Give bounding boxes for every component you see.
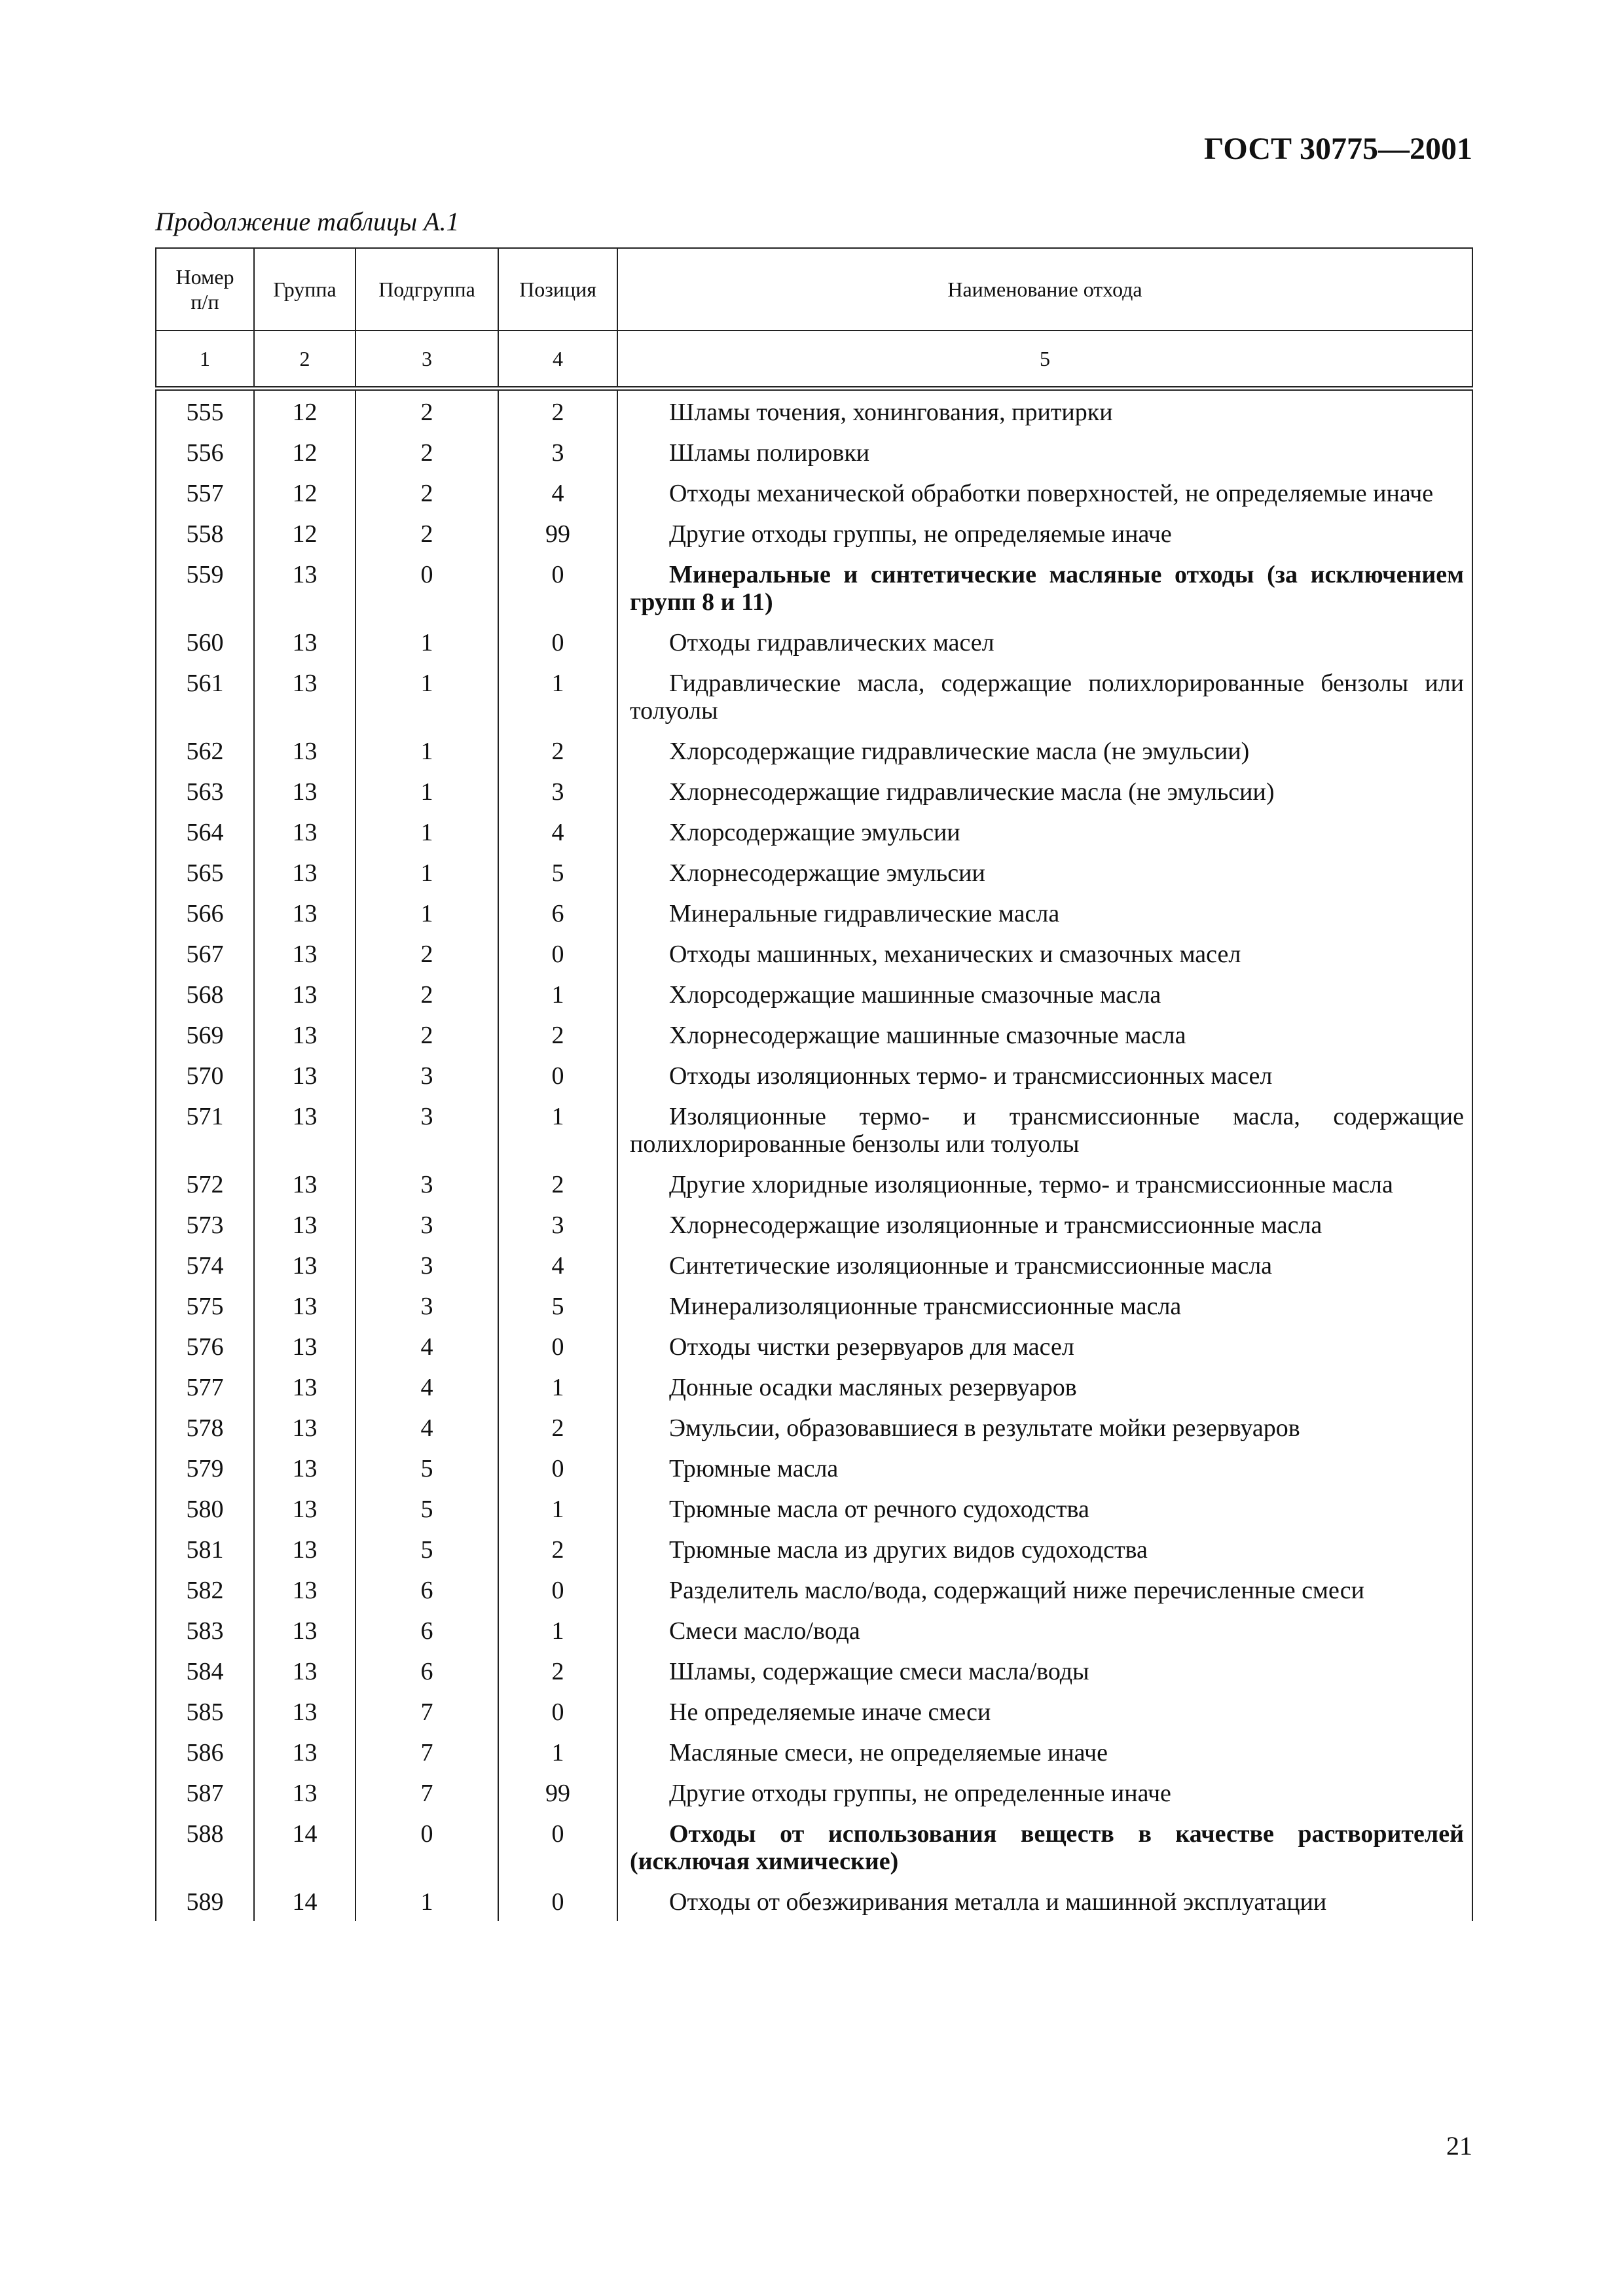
cell-group: 13 <box>254 973 356 1014</box>
cell-group: 13 <box>254 1650 356 1691</box>
cell-waste-name: Не определяемые иначе смеси <box>617 1691 1472 1731</box>
cell-subgroup: 6 <box>356 1569 498 1609</box>
cell-waste-name: Смеси масло/вода <box>617 1609 1472 1650</box>
cell-number: 565 <box>156 852 254 892</box>
cell-waste-name: Хлорсодержащие эмульсии <box>617 811 1472 852</box>
cell-number: 568 <box>156 973 254 1014</box>
cell-number: 586 <box>156 1731 254 1772</box>
cell-number: 577 <box>156 1366 254 1407</box>
cell-number: 588 <box>156 1812 254 1880</box>
col-number-4: 4 <box>498 331 617 389</box>
cell-subgroup: 1 <box>356 892 498 933</box>
cell-position: 99 <box>498 512 617 553</box>
cell-group: 13 <box>254 1325 356 1366</box>
cell-group: 13 <box>254 933 356 973</box>
cell-subgroup: 6 <box>356 1650 498 1691</box>
table-row <box>156 1772 1472 1812</box>
cell-waste-name: Хлорнесодержащие изоляционные и трансмиссионные масла <box>617 1204 1472 1244</box>
col-header-subgroup: Подгруппа <box>356 248 498 331</box>
cell-group: 13 <box>254 1244 356 1285</box>
cell-number: 582 <box>156 1569 254 1609</box>
table-body <box>156 389 1472 1922</box>
cell-position: 0 <box>498 1812 617 1880</box>
col-header-group: Группа <box>254 248 356 331</box>
cell-subgroup: 4 <box>356 1407 498 1447</box>
table-row <box>156 1609 1472 1650</box>
cell-group: 12 <box>254 472 356 512</box>
cell-waste-name: Трюмные масла из других видов судоходства <box>617 1528 1472 1569</box>
cell-number: 569 <box>156 1014 254 1054</box>
cell-subgroup: 3 <box>356 1204 498 1244</box>
cell-group: 13 <box>254 1528 356 1569</box>
cell-waste-name: Хлорнесодержащие машинные смазочные масла <box>617 1014 1472 1054</box>
cell-subgroup: 5 <box>356 1488 498 1528</box>
cell-group: 14 <box>254 1812 356 1880</box>
cell-number: 581 <box>156 1528 254 1569</box>
cell-group: 13 <box>254 1285 356 1325</box>
cell-position: 0 <box>498 621 617 662</box>
cell-group: 13 <box>254 1407 356 1447</box>
cell-position: 2 <box>498 1650 617 1691</box>
cell-position: 0 <box>498 1447 617 1488</box>
table-row <box>156 973 1472 1014</box>
cell-group: 13 <box>254 1366 356 1407</box>
cell-group: 12 <box>254 512 356 553</box>
cell-number: 556 <box>156 431 254 472</box>
cell-subgroup: 5 <box>356 1447 498 1488</box>
table-row <box>156 770 1472 811</box>
cell-number: 557 <box>156 472 254 512</box>
cell-number: 583 <box>156 1609 254 1650</box>
cell-position: 5 <box>498 852 617 892</box>
cell-subgroup: 1 <box>356 811 498 852</box>
cell-number: 576 <box>156 1325 254 1366</box>
cell-position: 0 <box>498 1569 617 1609</box>
cell-waste-name: Эмульсии, образовавшиеся в результате мойки резервуаров <box>617 1407 1472 1447</box>
cell-number: 558 <box>156 512 254 553</box>
cell-group: 13 <box>254 1569 356 1609</box>
col-header-position: Позиция <box>498 248 617 331</box>
cell-subgroup: 1 <box>356 770 498 811</box>
cell-position: 3 <box>498 770 617 811</box>
cell-group: 13 <box>254 1054 356 1095</box>
cell-position: 5 <box>498 1285 617 1325</box>
cell-group: 13 <box>254 1014 356 1054</box>
cell-number: 560 <box>156 621 254 662</box>
waste-table <box>155 247 1473 1921</box>
cell-waste-name: Отходы механической обработки поверхностей, не определяемые иначе <box>617 472 1472 512</box>
col-header-name: Наименование отхода <box>617 248 1472 331</box>
cell-group: 13 <box>254 1609 356 1650</box>
cell-position: 6 <box>498 892 617 933</box>
cell-number: 570 <box>156 1054 254 1095</box>
cell-waste-name: Изоляционные термо- и трансмиссионные масла, содержащие полихлорированные бензолы или толуолы <box>617 1095 1472 1163</box>
table-caption: Продолжение таблицы А.1 <box>155 207 460 236</box>
cell-subgroup: 1 <box>356 1880 498 1921</box>
table-row <box>156 1325 1472 1366</box>
cell-group: 13 <box>254 892 356 933</box>
cell-subgroup: 2 <box>356 973 498 1014</box>
table-row <box>156 1204 1472 1244</box>
cell-waste-name: Другие хлоридные изоляционные, термо- и трансмиссионные масла <box>617 1163 1472 1204</box>
cell-group: 13 <box>254 621 356 662</box>
cell-waste-name: Донные осадки масляных резервуаров <box>617 1366 1472 1407</box>
cell-position: 3 <box>498 431 617 472</box>
cell-waste-name: Шламы полировки <box>617 431 1472 472</box>
cell-position: 0 <box>498 1054 617 1095</box>
table-row <box>156 1691 1472 1731</box>
cell-waste-name: Хлорнесодержащие гидравлические масла (не эмульсии) <box>617 770 1472 811</box>
table-row <box>156 1366 1472 1407</box>
cell-waste-name: Отходы машинных, механических и смазочных масел <box>617 933 1472 973</box>
cell-subgroup: 1 <box>356 852 498 892</box>
cell-waste-name: Другие отходы группы, не определяемые иначе <box>617 512 1472 553</box>
table-row <box>156 389 1472 432</box>
cell-subgroup: 1 <box>356 730 498 770</box>
cell-group: 13 <box>254 553 356 621</box>
cell-group: 12 <box>254 431 356 472</box>
cell-position: 1 <box>498 1488 617 1528</box>
cell-number: 562 <box>156 730 254 770</box>
cell-group: 13 <box>254 1691 356 1731</box>
cell-group: 13 <box>254 1447 356 1488</box>
cell-waste-name: Отходы изоляционных термо- и трансмиссионных масел <box>617 1054 1472 1095</box>
cell-number: 578 <box>156 1407 254 1447</box>
cell-subgroup: 3 <box>356 1054 498 1095</box>
cell-subgroup: 7 <box>356 1772 498 1812</box>
cell-waste-name: Минеральные гидравлические масла <box>617 892 1472 933</box>
table-row <box>156 1528 1472 1569</box>
table-row <box>156 1407 1472 1447</box>
cell-group: 14 <box>254 1880 356 1921</box>
col-number-5: 5 <box>617 331 1472 389</box>
cell-waste-name: Хлорнесодержащие эмульсии <box>617 852 1472 892</box>
table-row <box>156 553 1472 621</box>
cell-number: 555 <box>156 389 254 432</box>
table-row <box>156 852 1472 892</box>
cell-subgroup: 7 <box>356 1691 498 1731</box>
page-number: 21 <box>1446 2131 1472 2161</box>
col-number-2: 2 <box>254 331 356 389</box>
cell-subgroup: 2 <box>356 933 498 973</box>
cell-waste-name: Отходы чистки резервуаров для масел <box>617 1325 1472 1366</box>
table-row <box>156 1014 1472 1054</box>
table-row <box>156 1650 1472 1691</box>
table-row <box>156 933 1472 973</box>
cell-waste-name: Минеральные и синтетические масляные отходы (за исключением групп 8 и 11) <box>617 553 1472 621</box>
cell-waste-name: Гидравлические масла, содержащие полихлорированные бензолы или толуолы <box>617 662 1472 730</box>
cell-position: 2 <box>498 1407 617 1447</box>
cell-number: 572 <box>156 1163 254 1204</box>
cell-position: 99 <box>498 1772 617 1812</box>
cell-group: 13 <box>254 1163 356 1204</box>
table-row <box>156 1244 1472 1285</box>
cell-position: 2 <box>498 389 617 432</box>
cell-group: 13 <box>254 1772 356 1812</box>
cell-waste-name: Минерализоляционные трансмиссионные масла <box>617 1285 1472 1325</box>
cell-subgroup: 0 <box>356 553 498 621</box>
cell-number: 574 <box>156 1244 254 1285</box>
cell-number: 571 <box>156 1095 254 1163</box>
cell-number: 579 <box>156 1447 254 1488</box>
table-row <box>156 512 1472 553</box>
cell-group: 13 <box>254 852 356 892</box>
cell-number: 561 <box>156 662 254 730</box>
cell-position: 1 <box>498 1366 617 1407</box>
cell-subgroup: 4 <box>356 1366 498 1407</box>
cell-subgroup: 2 <box>356 431 498 472</box>
cell-group: 13 <box>254 1731 356 1772</box>
table-row <box>156 472 1472 512</box>
cell-group: 13 <box>254 770 356 811</box>
cell-subgroup: 3 <box>356 1244 498 1285</box>
cell-position: 2 <box>498 1528 617 1569</box>
table-header <box>156 248 1472 389</box>
cell-group: 13 <box>254 1488 356 1528</box>
col-number-1: 1 <box>156 331 254 389</box>
cell-number: 567 <box>156 933 254 973</box>
table-row <box>156 1095 1472 1163</box>
cell-subgroup: 1 <box>356 621 498 662</box>
document-code: ГОСТ 30775—2001 <box>1204 132 1472 166</box>
table-row <box>156 431 1472 472</box>
cell-waste-name: Шламы точения, хонингования, притирки <box>617 389 1472 432</box>
table-row <box>156 662 1472 730</box>
cell-subgroup: 5 <box>356 1528 498 1569</box>
cell-position: 2 <box>498 730 617 770</box>
cell-subgroup: 3 <box>356 1163 498 1204</box>
cell-group: 13 <box>254 811 356 852</box>
cell-number: 573 <box>156 1204 254 1244</box>
cell-position: 4 <box>498 472 617 512</box>
cell-number: 559 <box>156 553 254 621</box>
table-row <box>156 1569 1472 1609</box>
cell-position: 1 <box>498 1731 617 1772</box>
table-row <box>156 1054 1472 1095</box>
cell-waste-name: Шламы, содержащие смеси масла/воды <box>617 1650 1472 1691</box>
cell-subgroup: 2 <box>356 389 498 432</box>
cell-position: 0 <box>498 1691 617 1731</box>
table-row <box>156 1447 1472 1488</box>
cell-group: 13 <box>254 662 356 730</box>
cell-position: 0 <box>498 553 617 621</box>
table-row <box>156 1731 1472 1772</box>
cell-group: 13 <box>254 1204 356 1244</box>
cell-number: 575 <box>156 1285 254 1325</box>
cell-subgroup: 6 <box>356 1609 498 1650</box>
table-row <box>156 621 1472 662</box>
cell-subgroup: 3 <box>356 1095 498 1163</box>
cell-waste-name: Другие отходы группы, не определенные иначе <box>617 1772 1472 1812</box>
cell-waste-name: Трюмные масла от речного судоходства <box>617 1488 1472 1528</box>
cell-waste-name: Отходы от обезжиривания металла и машинной эксплуатации <box>617 1880 1472 1921</box>
cell-subgroup: 1 <box>356 662 498 730</box>
cell-subgroup: 2 <box>356 472 498 512</box>
cell-waste-name: Отходы гидравлических масел <box>617 621 1472 662</box>
cell-number: 584 <box>156 1650 254 1691</box>
cell-position: 2 <box>498 1163 617 1204</box>
cell-waste-name: Масляные смеси, не определяемые иначе <box>617 1731 1472 1772</box>
cell-position: 0 <box>498 933 617 973</box>
table-row <box>156 1812 1472 1880</box>
cell-position: 1 <box>498 973 617 1014</box>
table-row <box>156 892 1472 933</box>
cell-waste-name: Хлорсодержащие гидравлические масла (не эмульсии) <box>617 730 1472 770</box>
cell-position: 4 <box>498 811 617 852</box>
col-number-3: 3 <box>356 331 498 389</box>
cell-position: 1 <box>498 1609 617 1650</box>
cell-number: 585 <box>156 1691 254 1731</box>
cell-number: 563 <box>156 770 254 811</box>
cell-position: 0 <box>498 1880 617 1921</box>
cell-number: 580 <box>156 1488 254 1528</box>
cell-position: 1 <box>498 1095 617 1163</box>
cell-group: 13 <box>254 1095 356 1163</box>
cell-waste-name: Трюмные масла <box>617 1447 1472 1488</box>
cell-number: 566 <box>156 892 254 933</box>
cell-waste-name: Отходы от использования веществ в качестве растворителей (исключая химические) <box>617 1812 1472 1880</box>
cell-waste-name: Разделитель масло/вода, содержащий ниже перечисленные смеси <box>617 1569 1472 1609</box>
cell-subgroup: 2 <box>356 512 498 553</box>
cell-subgroup: 7 <box>356 1731 498 1772</box>
table-row <box>156 811 1472 852</box>
cell-number: 587 <box>156 1772 254 1812</box>
cell-waste-name: Синтетические изоляционные и трансмиссионные масла <box>617 1244 1472 1285</box>
cell-subgroup: 2 <box>356 1014 498 1054</box>
table-row <box>156 1880 1472 1921</box>
table-row <box>156 730 1472 770</box>
cell-subgroup: 4 <box>356 1325 498 1366</box>
table-row <box>156 1163 1472 1204</box>
cell-position: 3 <box>498 1204 617 1244</box>
table-row <box>156 1285 1472 1325</box>
cell-number: 589 <box>156 1880 254 1921</box>
col-header-number: Номер п/п <box>156 248 254 331</box>
cell-subgroup: 3 <box>356 1285 498 1325</box>
cell-position: 1 <box>498 662 617 730</box>
cell-group: 13 <box>254 730 356 770</box>
cell-position: 2 <box>498 1014 617 1054</box>
cell-position: 0 <box>498 1325 617 1366</box>
cell-waste-name: Хлорсодержащие машинные смазочные масла <box>617 973 1472 1014</box>
cell-subgroup: 0 <box>356 1812 498 1880</box>
cell-number: 564 <box>156 811 254 852</box>
cell-group: 12 <box>254 389 356 432</box>
cell-position: 4 <box>498 1244 617 1285</box>
table-row <box>156 1488 1472 1528</box>
